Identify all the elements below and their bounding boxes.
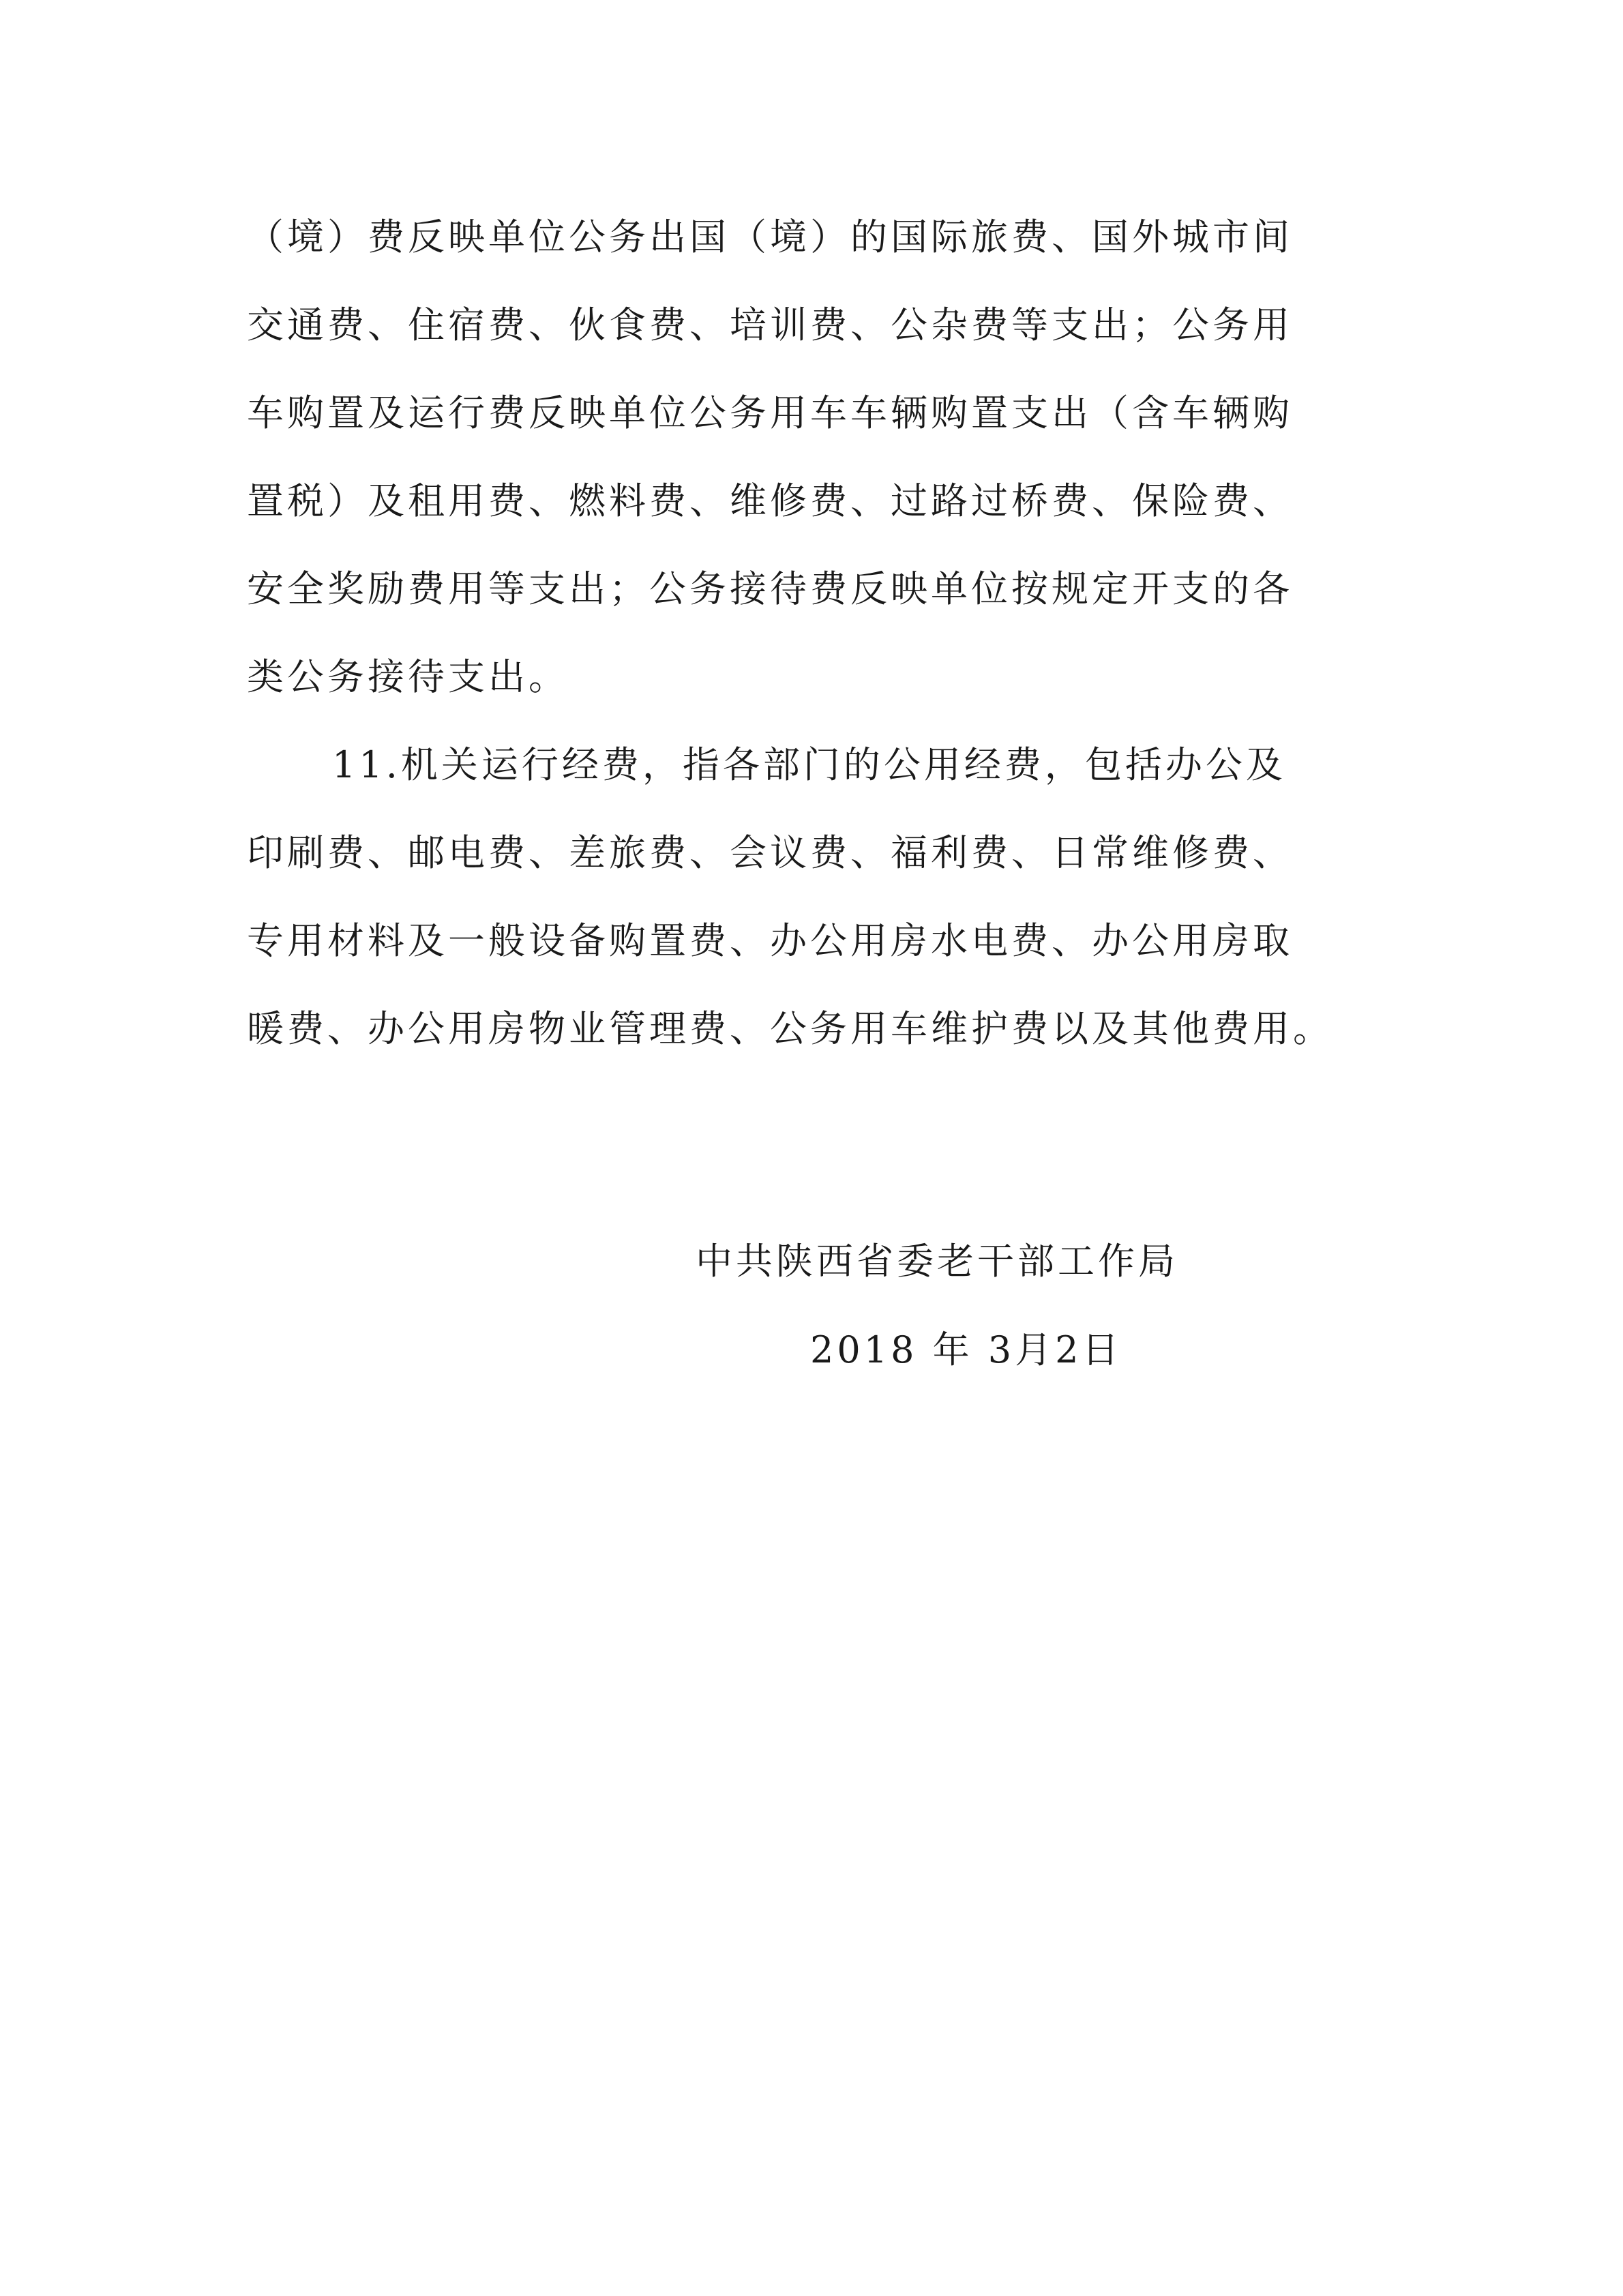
document-body (247, 193, 1393, 1073)
text-line: 安全奖励费用等支出；公务接待费反映单位按规定开支的各 (247, 567, 1293, 610)
text-line: 暖费、办公用房物业管理费、公务用车维护费以及其他费用。 (247, 1007, 1333, 1050)
signature-block (696, 1221, 1178, 1391)
text-line: （境）费反映单位公务出国（境）的国际旅费、国外城市间 (247, 215, 1293, 258)
text-line: 专用材料及一般设备购置费、办公用房水电费、办公用房取 (247, 919, 1293, 962)
text-line: 置税）及租用费、燃料费、维修费、过路过桥费、保险费、 (247, 479, 1293, 522)
paragraph-11-first-line: 11.机关运行经费，指各部门的公用经费，包括办公及 (332, 743, 1286, 786)
issuing-organization: 中共陕西省委老干部工作局 (696, 1240, 1178, 1283)
text-line: 类公务接待支出。 (247, 655, 569, 698)
issue-date: 2018 年 3月2日 (810, 1328, 1122, 1371)
text-line: 印刷费、邮电费、差旅费、会议费、福利费、日常维修费、 (247, 831, 1293, 874)
text-line: 交通费、住宿费、伙食费、培训费、公杂费等支出；公务用 (247, 303, 1293, 346)
text-line: 车购置及运行费反映单位公务用车车辆购置支出（含车辆购 (247, 391, 1293, 434)
